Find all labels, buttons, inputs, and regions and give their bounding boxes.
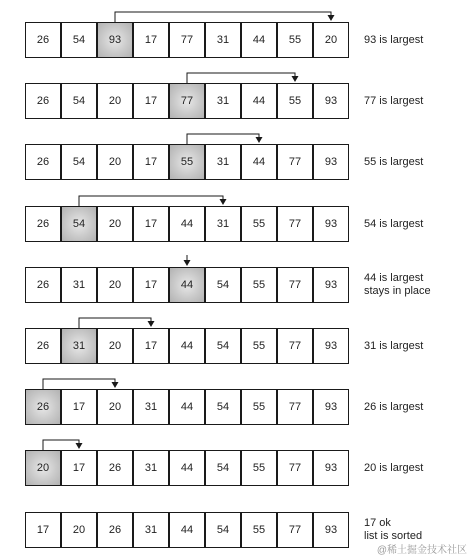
pass-note — [364, 156, 474, 169]
pass-note-line: 26 is largest — [364, 401, 424, 413]
array-cell: 54 — [61, 22, 97, 58]
array-cell: 17 — [133, 22, 169, 58]
array-cell: 54 — [205, 328, 241, 364]
array-cell: 17 — [61, 389, 97, 425]
array-cell: 44 — [169, 206, 205, 242]
pass-note — [364, 340, 474, 353]
array-cell: 20 — [97, 144, 133, 180]
pass-note-line: list is sorted — [364, 530, 423, 542]
swap-arrow — [79, 318, 155, 328]
pass-note — [364, 34, 474, 47]
largest-cell: 77 — [169, 83, 205, 119]
pass-note — [364, 401, 474, 414]
pass-note — [364, 218, 474, 231]
array-cell: 20 — [97, 267, 133, 303]
pass-note-line: 54 is largest — [364, 218, 424, 230]
array-cell: 55 — [241, 206, 277, 242]
array-cell: 44 — [241, 22, 277, 58]
array-cell: 77 — [169, 22, 205, 58]
array-cell: 44 — [169, 389, 205, 425]
array-cell: 54 — [61, 144, 97, 180]
array-cell: 17 — [133, 83, 169, 119]
array-cell: 31 — [205, 22, 241, 58]
array-cell: 44 — [169, 450, 205, 486]
array-cell: 44 — [241, 144, 277, 180]
array-cell: 55 — [277, 22, 313, 58]
pass-note-line: 77 is largest — [364, 95, 424, 107]
pass-note-line: stays in place — [364, 285, 431, 297]
array-cell: 55 — [241, 267, 277, 303]
array-cell: 20 — [97, 328, 133, 364]
array-cell: 26 — [97, 450, 133, 486]
array-cell: 20 — [61, 512, 97, 548]
largest-cell: 44 — [169, 267, 205, 303]
pass-note-line: 55 is largest — [364, 156, 424, 168]
array-cell: 20 — [97, 389, 133, 425]
array-cell: 93 — [313, 450, 349, 486]
swap-arrow — [187, 73, 299, 83]
array-cell: 93 — [313, 83, 349, 119]
array-cell: 77 — [277, 512, 313, 548]
array-cell: 77 — [277, 267, 313, 303]
array-cell: 55 — [241, 328, 277, 364]
array-cell: 17 — [133, 144, 169, 180]
swap-arrow — [43, 440, 83, 450]
array-cell: 17 — [61, 450, 97, 486]
watermark: @稀土掘金技术社区 — [376, 545, 467, 556]
array-cell: 17 — [133, 206, 169, 242]
array-cell: 77 — [277, 389, 313, 425]
array-cell: 20 — [313, 22, 349, 58]
array-cell: 17 — [25, 512, 61, 548]
array-cell: 77 — [277, 144, 313, 180]
array-cell: 26 — [25, 83, 61, 119]
array-cell: 55 — [241, 450, 277, 486]
largest-cell: 26 — [25, 389, 61, 425]
pass-note-line: 31 is largest — [364, 340, 424, 352]
array-cell: 31 — [133, 389, 169, 425]
array-cell: 26 — [25, 22, 61, 58]
array-cell: 54 — [205, 450, 241, 486]
largest-cell: 20 — [25, 450, 61, 486]
array-cell: 17 — [133, 328, 169, 364]
pass-note — [364, 95, 474, 108]
array-cell: 44 — [169, 328, 205, 364]
pass-note-line: 20 is largest — [364, 462, 424, 474]
array-cell: 17 — [133, 267, 169, 303]
swap-arrow — [115, 12, 335, 22]
pass-note-line: 44 is largest — [364, 272, 424, 284]
array-cell: 31 — [205, 206, 241, 242]
array-cell: 54 — [205, 389, 241, 425]
array-cell: 93 — [313, 144, 349, 180]
array-cell: 55 — [241, 389, 277, 425]
array-cell: 77 — [277, 206, 313, 242]
array-cell: 55 — [277, 83, 313, 119]
array-cell: 26 — [25, 328, 61, 364]
array-cell: 93 — [313, 389, 349, 425]
array-cell: 26 — [25, 206, 61, 242]
array-cell: 44 — [169, 512, 205, 548]
array-cell: 26 — [25, 144, 61, 180]
array-cell: 31 — [133, 512, 169, 548]
array-cell: 26 — [97, 512, 133, 548]
array-cell: 31 — [61, 267, 97, 303]
array-cell: 55 — [241, 512, 277, 548]
array-cell: 93 — [313, 328, 349, 364]
array-cell: 77 — [277, 328, 313, 364]
pass-note-line: 17 ok — [364, 517, 391, 529]
pass-note — [364, 272, 474, 298]
array-cell: 77 — [277, 450, 313, 486]
largest-cell: 93 — [97, 22, 133, 58]
array-cell: 54 — [205, 512, 241, 548]
array-cell: 54 — [205, 267, 241, 303]
array-cell: 31 — [205, 83, 241, 119]
array-cell: 54 — [61, 83, 97, 119]
array-cell: 26 — [25, 267, 61, 303]
pass-note-line: 93 is largest — [364, 34, 424, 46]
array-cell: 93 — [313, 267, 349, 303]
array-cell: 93 — [313, 206, 349, 242]
swap-arrow — [187, 134, 263, 144]
array-cell: 31 — [133, 450, 169, 486]
array-cell: 93 — [313, 512, 349, 548]
array-cell: 20 — [97, 83, 133, 119]
array-cell: 44 — [241, 83, 277, 119]
largest-cell: 55 — [169, 144, 205, 180]
largest-cell: 54 — [61, 206, 97, 242]
swap-arrow — [184, 255, 191, 266]
array-cell: 31 — [205, 144, 241, 180]
largest-cell: 31 — [61, 328, 97, 364]
array-cell: 20 — [97, 206, 133, 242]
swap-arrow — [79, 196, 227, 206]
pass-note — [364, 517, 474, 543]
swap-arrow — [43, 379, 119, 389]
pass-note — [364, 462, 474, 475]
